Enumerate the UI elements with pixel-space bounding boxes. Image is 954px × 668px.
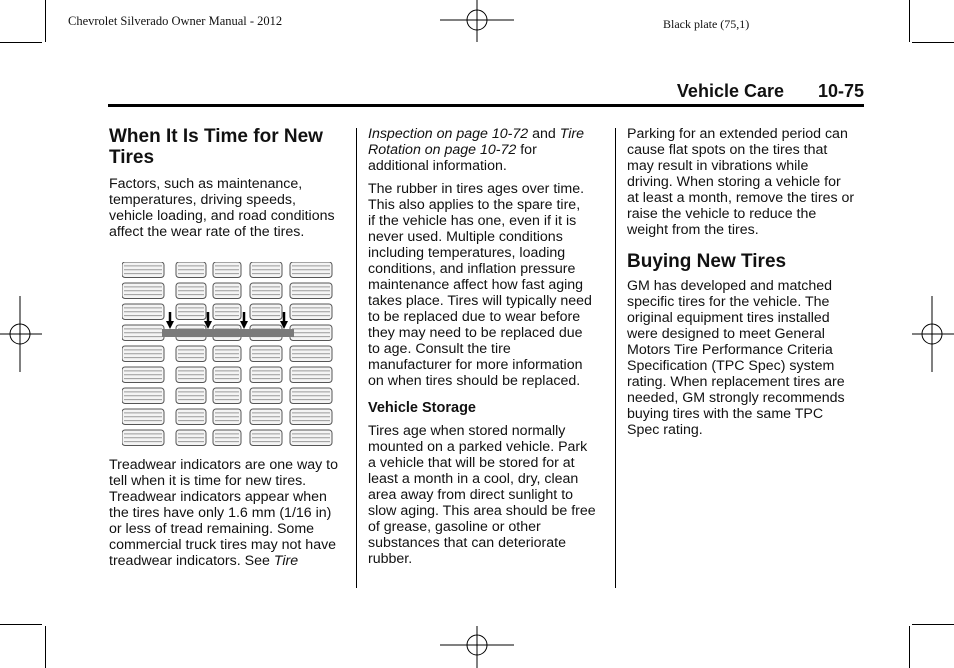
paragraph: Inspection on page 10-72 and Tire Rotation on page 10-72 for additional information.: [368, 126, 585, 174]
column-3: [627, 126, 867, 445]
tread-block: [290, 346, 332, 362]
tread-block: [250, 304, 282, 320]
tread-block: [176, 262, 206, 278]
tread-block: [122, 325, 164, 341]
registration-mark-bottom: [440, 626, 514, 668]
section-title: Vehicle Care: [676, 81, 784, 101]
tread-block: [213, 388, 241, 404]
arrow-head-icon: [166, 321, 174, 329]
tread-block: [176, 409, 206, 425]
tread-block: [122, 409, 164, 425]
crop-mark: [0, 624, 42, 625]
tread-block: [250, 388, 282, 404]
cross-reference-link[interactable]: Tire: [559, 126, 585, 142]
paragraph: Tires age when stored normally mounted on a parked vehicle. Park a vehicle that will be stored for at least a month in a cool, dry, clean area away from direct sunlight to slow aging. This area should be free of grease, gasoline or other substances that can deteriorate rubber.: [368, 423, 596, 567]
tread-block: [176, 283, 206, 299]
tread-block: [250, 262, 282, 278]
plate-left-text: Chevrolet Silverado Owner Manual - 2012: [68, 14, 283, 28]
crop-mark: [912, 42, 954, 43]
column-2: [368, 126, 608, 574]
crop-mark: [0, 42, 42, 43]
page-number: 10-75: [817, 81, 864, 101]
crop-mark: [909, 626, 910, 668]
crop-mark: [912, 624, 954, 625]
section-heading-buying-new-tires: Buying New Tires: [627, 251, 787, 272]
column-rule: [615, 128, 616, 588]
tread-block: [122, 283, 164, 299]
tread-block: [176, 346, 206, 362]
crop-mark: [45, 626, 46, 668]
column-1: [109, 126, 349, 247]
wear-bar: [162, 329, 294, 337]
paragraph: The rubber in tires ages over time. This also applies to the spare tire, if the vehicle has one, even if it is never used. Multiple conditions including temperatures, loading conditions, and inflation pressure maintenance affect how fast aging takes place. Tires will typically need to be replaced due to wear before they may need to be replaced due to age. Consult the tire manufacturer for more information on when tires should be replaced.: [368, 181, 592, 389]
cross-reference-link[interactable]: Inspection on page 10-72: [368, 126, 529, 142]
registration-mark-top: [440, 0, 514, 44]
tread-block: [250, 367, 282, 383]
tread-block: [122, 262, 164, 278]
tread-block: [213, 283, 241, 299]
column-rule: [356, 128, 357, 588]
cross-reference-link[interactable]: Tire: [273, 553, 299, 569]
tread-block: [122, 304, 164, 320]
running-header: [108, 80, 864, 107]
subheading-vehicle-storage: Vehicle Storage: [368, 400, 476, 416]
tread-block: [213, 346, 241, 362]
tread-block: [290, 262, 332, 278]
tread-block: [290, 325, 332, 341]
tread-block: [176, 430, 206, 446]
crop-mark: [909, 0, 910, 42]
tread-block: [122, 388, 164, 404]
tread-block: [122, 367, 164, 383]
tread-block: [122, 346, 164, 362]
tread-block: [290, 367, 332, 383]
tread-block: [290, 388, 332, 404]
crop-mark: [45, 0, 46, 42]
treadwear-indicator-figure: [122, 262, 334, 452]
tread-block: [290, 304, 332, 320]
tread-block: [213, 304, 241, 320]
tread-block: [176, 304, 206, 320]
tread-block: [213, 262, 241, 278]
tread-block: [176, 388, 206, 404]
tread-block: [290, 409, 332, 425]
paragraph: Factors, such as maintenance, temperatures, driving speeds, vehicle loading, and road conditions affect the wear rate of the tires.: [109, 176, 335, 240]
tread-block: [250, 283, 282, 299]
tread-block: [290, 430, 332, 446]
tread-block: [250, 430, 282, 446]
tread-block: [250, 346, 282, 362]
column-1-lower: [109, 457, 354, 576]
tread-block: [176, 367, 206, 383]
cross-reference-link[interactable]: Rotation on page 10-72: [368, 142, 517, 158]
tread-block: [250, 409, 282, 425]
tread-block: [213, 430, 241, 446]
plate-right-text: Black plate (75,1): [663, 17, 750, 31]
registration-mark-right: [910, 296, 954, 372]
paragraph: GM has developed and matched specific tires for the vehicle. The original equipment tires installed were designed to meet General Motors Tire Performance Criteria Specification (TPC Spec) system rating. When replacement tires are needed, GM strongly recommends buying tires with the same TPC Spec rating.: [627, 278, 845, 438]
registration-mark-left: [0, 296, 44, 372]
paragraph: Treadwear indicators are one way to tell when it is time for new tires. Treadwear indicators appear when the tires have only 1.6 mm (1/16 in) or less of tread remaining. Some commercial truck tires may not have treadwear indicators. See Tire: [109, 457, 338, 569]
tread-block: [213, 367, 241, 383]
tread-block: [213, 409, 241, 425]
tread-block: [122, 430, 164, 446]
tread-block: [290, 283, 332, 299]
paragraph: Parking for an extended period can cause flat spots on the tires that may result in vibrations while driving. When storing a vehicle for at least a month, remove the tires or raise the vehicle to reduce the weight from the tires.: [627, 126, 855, 238]
section-heading-new-tires: When It Is Time for New Tires: [109, 126, 323, 168]
